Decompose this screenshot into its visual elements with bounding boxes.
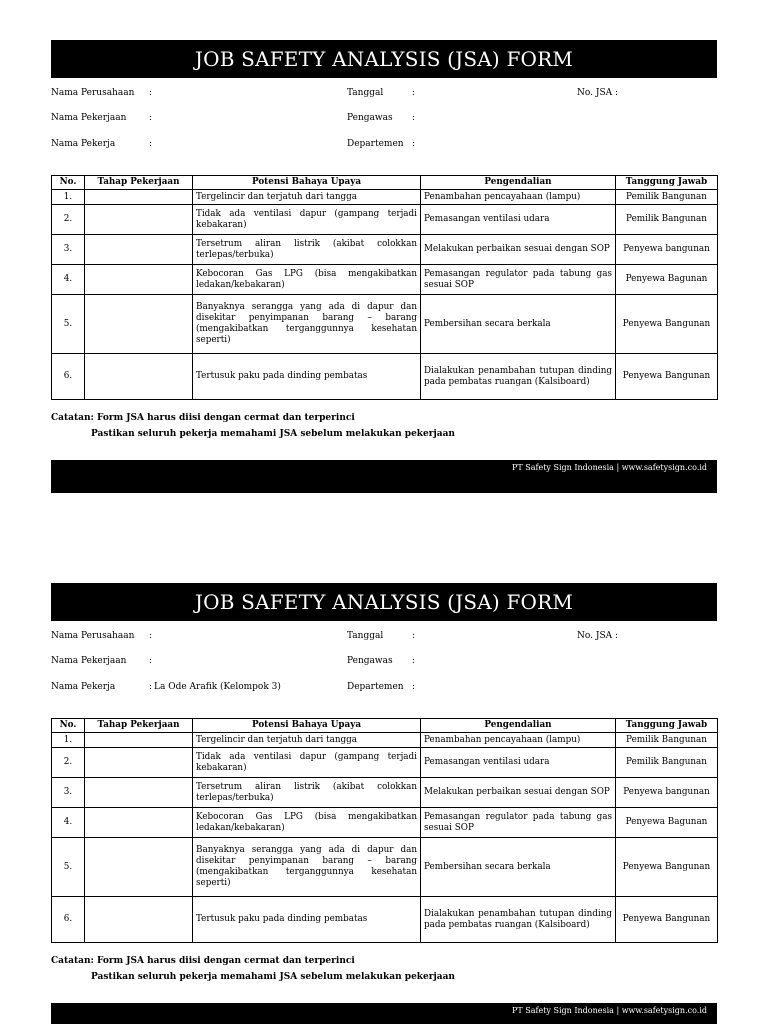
- footer-text: PT Safety Sign Indonesia | www.safetysign.co.id: [512, 463, 707, 472]
- header-tanggung: Tanggung Jawab: [616, 176, 718, 190]
- header-bahaya: Potensi Bahaya Upaya: [193, 176, 421, 190]
- header-pengendalian: Pengendalian: [421, 719, 616, 733]
- colon: :: [412, 139, 416, 149]
- label-pekerjaan: Nama Pekerjaan: [51, 113, 127, 123]
- cell-pengendalian: Pemasangan ventilasi udara: [421, 205, 616, 235]
- label-perusahaan: Nama Perusahaan: [51, 88, 135, 98]
- cell-bahaya: Kebocoran Gas LPG (bisa mengakibatkan ledakan/kebakaran): [193, 808, 421, 838]
- cell-tanggung: Pemilik Bangunan: [616, 190, 718, 205]
- form-info: [51, 78, 717, 168]
- cell-pengendalian: Penambahan pencayahaan (lampu): [421, 733, 616, 748]
- form-title: [51, 40, 717, 78]
- cell-tanggung: Penyewa Bangunan: [616, 897, 718, 943]
- table-row: [52, 205, 718, 235]
- cell-tanggung: Penyewa Bagunan: [616, 265, 718, 295]
- footer-text: PT Safety Sign Indonesia | www.safetysign.co.id: [512, 1006, 707, 1015]
- notes: [51, 953, 455, 985]
- cell-tahap: [85, 808, 193, 838]
- cell-tanggung: Pemilik Bangunan: [616, 748, 718, 778]
- cell-pengendalian: Penambahan pencayahaan (lampu): [421, 190, 616, 205]
- colon: :: [149, 656, 153, 666]
- cell-bahaya: Tersetrum aliran listrik (akibat colokkan terlepas/terbuka): [193, 235, 421, 265]
- header-no: No.: [52, 719, 85, 733]
- cell-bahaya: Tergelincir dan terjatuh dari tangga: [193, 733, 421, 748]
- cell-tanggung: Penyewa Bangunan: [616, 838, 718, 897]
- table-row: [52, 354, 718, 400]
- label-pekerja: Nama Pekerja: [51, 139, 116, 149]
- label-departemen: Departemen: [347, 139, 404, 149]
- cell-bahaya: Tidak ada ventilasi dapur (gampang terjadi kebakaran): [193, 748, 421, 778]
- cell-no: 4.: [52, 808, 85, 838]
- label-tanggal: Tanggal: [347, 88, 384, 98]
- label-pengawas: Pengawas: [347, 656, 393, 666]
- colon: :: [412, 656, 416, 666]
- cell-tahap: [85, 838, 193, 897]
- cell-bahaya: Banyaknya serangga yang ada di dapur dan disekitar penyimpanan barang – barang (mengakibatkan terganggunnya kesehatan seperti): [193, 295, 421, 354]
- header-bahaya: Potensi Bahaya Upaya: [193, 719, 421, 733]
- table-row: [52, 748, 718, 778]
- cell-no: 1.: [52, 190, 85, 205]
- value-pekerja: La Ode Arafik (Kelompok 3): [154, 682, 281, 692]
- notes: [51, 410, 455, 442]
- jsa-table: [51, 175, 718, 400]
- cell-pengendalian: Pembersihan secara berkala: [421, 838, 616, 897]
- cell-no: 2.: [52, 205, 85, 235]
- cell-pengendalian: Pemasangan regulator pada tabung gas sesuai SOP: [421, 808, 616, 838]
- colon: :: [149, 631, 153, 641]
- cell-tahap: [85, 354, 193, 400]
- cell-pengendalian: Pembersihan secara berkala: [421, 295, 616, 354]
- jsa-form-1: [51, 40, 717, 472]
- table-row: [52, 733, 718, 748]
- header-tahap: Tahap Pekerjaan: [85, 176, 193, 190]
- cell-no: 5.: [52, 838, 85, 897]
- cell-pengendalian: Dialakukan penambahan tutupan dinding pada pembatas ruangan (Kalsiboard): [421, 897, 616, 943]
- cell-no: 5.: [52, 295, 85, 354]
- label-pekerjaan: Nama Pekerjaan: [51, 656, 127, 666]
- colon: :: [412, 88, 416, 98]
- cell-no: 6.: [52, 897, 85, 943]
- table-row: [52, 778, 718, 808]
- cell-bahaya: Kebocoran Gas LPG (bisa mengakibatkan ledakan/kebakaran): [193, 265, 421, 295]
- cell-tanggung: Pemilik Bangunan: [616, 205, 718, 235]
- cell-pengendalian: Dialakukan penambahan tutupan dinding pada pembatas ruangan (Kalsiboard): [421, 354, 616, 400]
- table-row: [52, 808, 718, 838]
- table-row: [52, 190, 718, 205]
- cell-bahaya: Banyaknya serangga yang ada di dapur dan disekitar penyimpanan barang – barang (mengakibatkan terganggunnya kesehatan seperti): [193, 838, 421, 897]
- colon: :: [149, 682, 153, 692]
- cell-tahap: [85, 205, 193, 235]
- cell-tanggung: Penyewa Bangunan: [616, 295, 718, 354]
- label-perusahaan: Nama Perusahaan: [51, 631, 135, 641]
- footer-bar: [51, 1003, 717, 1024]
- label-departemen: Departemen: [347, 682, 404, 692]
- colon: :: [412, 113, 416, 123]
- colon: :: [149, 139, 153, 149]
- label-nojsa: No. JSA :: [577, 631, 619, 641]
- cell-tanggung: Pemilik Bangunan: [616, 733, 718, 748]
- footer-bar: [51, 460, 717, 493]
- colon: :: [149, 88, 153, 98]
- cell-bahaya: Tertusuk paku pada dinding pembatas: [193, 897, 421, 943]
- cell-bahaya: Tidak ada ventilasi dapur (gampang terjadi kebakaran): [193, 205, 421, 235]
- table-row: [52, 838, 718, 897]
- note-line-1: Catatan: Form JSA harus diisi dengan cermat dan terperinci: [51, 956, 355, 966]
- label-tanggal: Tanggal: [347, 631, 384, 641]
- cell-tanggung: Penyewa Bagunan: [616, 808, 718, 838]
- cell-tanggung: Penyewa bangunan: [616, 235, 718, 265]
- jsa-form-2: [51, 583, 717, 1015]
- table-row: [52, 235, 718, 265]
- cell-tanggung: Penyewa bangunan: [616, 778, 718, 808]
- cell-tahap: [85, 897, 193, 943]
- form-info: [51, 621, 717, 711]
- cell-tahap: [85, 265, 193, 295]
- cell-tahap: [85, 778, 193, 808]
- label-pengawas: Pengawas: [347, 113, 393, 123]
- cell-pengendalian: Pemasangan regulator pada tabung gas sesuai SOP: [421, 265, 616, 295]
- colon: :: [149, 113, 153, 123]
- cell-no: 3.: [52, 778, 85, 808]
- jsa-table: [51, 718, 718, 943]
- cell-pengendalian: Melakukan perbaikan sesuai dengan SOP: [421, 778, 616, 808]
- cell-pengendalian: Melakukan perbaikan sesuai dengan SOP: [421, 235, 616, 265]
- header-tanggung: Tanggung Jawab: [616, 719, 718, 733]
- cell-no: 4.: [52, 265, 85, 295]
- note-line-1: Catatan: Form JSA harus diisi dengan cermat dan terperinci: [51, 413, 355, 423]
- cell-bahaya: Tergelincir dan terjatuh dari tangga: [193, 190, 421, 205]
- label-nojsa: No. JSA :: [577, 88, 619, 98]
- cell-no: 6.: [52, 354, 85, 400]
- note-line-2: Pastikan seluruh pekerja memahami JSA sebelum melakukan pekerjaan: [91, 972, 455, 982]
- label-pekerja: Nama Pekerja: [51, 682, 116, 692]
- colon: :: [412, 631, 416, 641]
- note-line-2: Pastikan seluruh pekerja memahami JSA sebelum melakukan pekerjaan: [91, 429, 455, 439]
- cell-tahap: [85, 733, 193, 748]
- cell-tahap: [85, 748, 193, 778]
- cell-tanggung: Penyewa Bangunan: [616, 354, 718, 400]
- table-header-row: [52, 176, 718, 190]
- table-row: [52, 295, 718, 354]
- colon: :: [412, 682, 416, 692]
- cell-tahap: [85, 295, 193, 354]
- cell-tahap: [85, 190, 193, 205]
- table-header-row: [52, 719, 718, 733]
- cell-bahaya: Tertusuk paku pada dinding pembatas: [193, 354, 421, 400]
- cell-no: 2.: [52, 748, 85, 778]
- cell-no: 3.: [52, 235, 85, 265]
- cell-pengendalian: Pemasangan ventilasi udara: [421, 748, 616, 778]
- form-title: [51, 583, 717, 621]
- cell-bahaya: Tersetrum aliran listrik (akibat colokkan terlepas/terbuka): [193, 778, 421, 808]
- table-row: [52, 265, 718, 295]
- header-pengendalian: Pengendalian: [421, 176, 616, 190]
- header-no: No.: [52, 176, 85, 190]
- header-tahap: Tahap Pekerjaan: [85, 719, 193, 733]
- form-title-text: JOB SAFETY ANALYSIS (JSA) FORM: [194, 47, 574, 71]
- table-row: [52, 897, 718, 943]
- form-title-text: JOB SAFETY ANALYSIS (JSA) FORM: [194, 590, 574, 614]
- cell-tahap: [85, 235, 193, 265]
- cell-no: 1.: [52, 733, 85, 748]
